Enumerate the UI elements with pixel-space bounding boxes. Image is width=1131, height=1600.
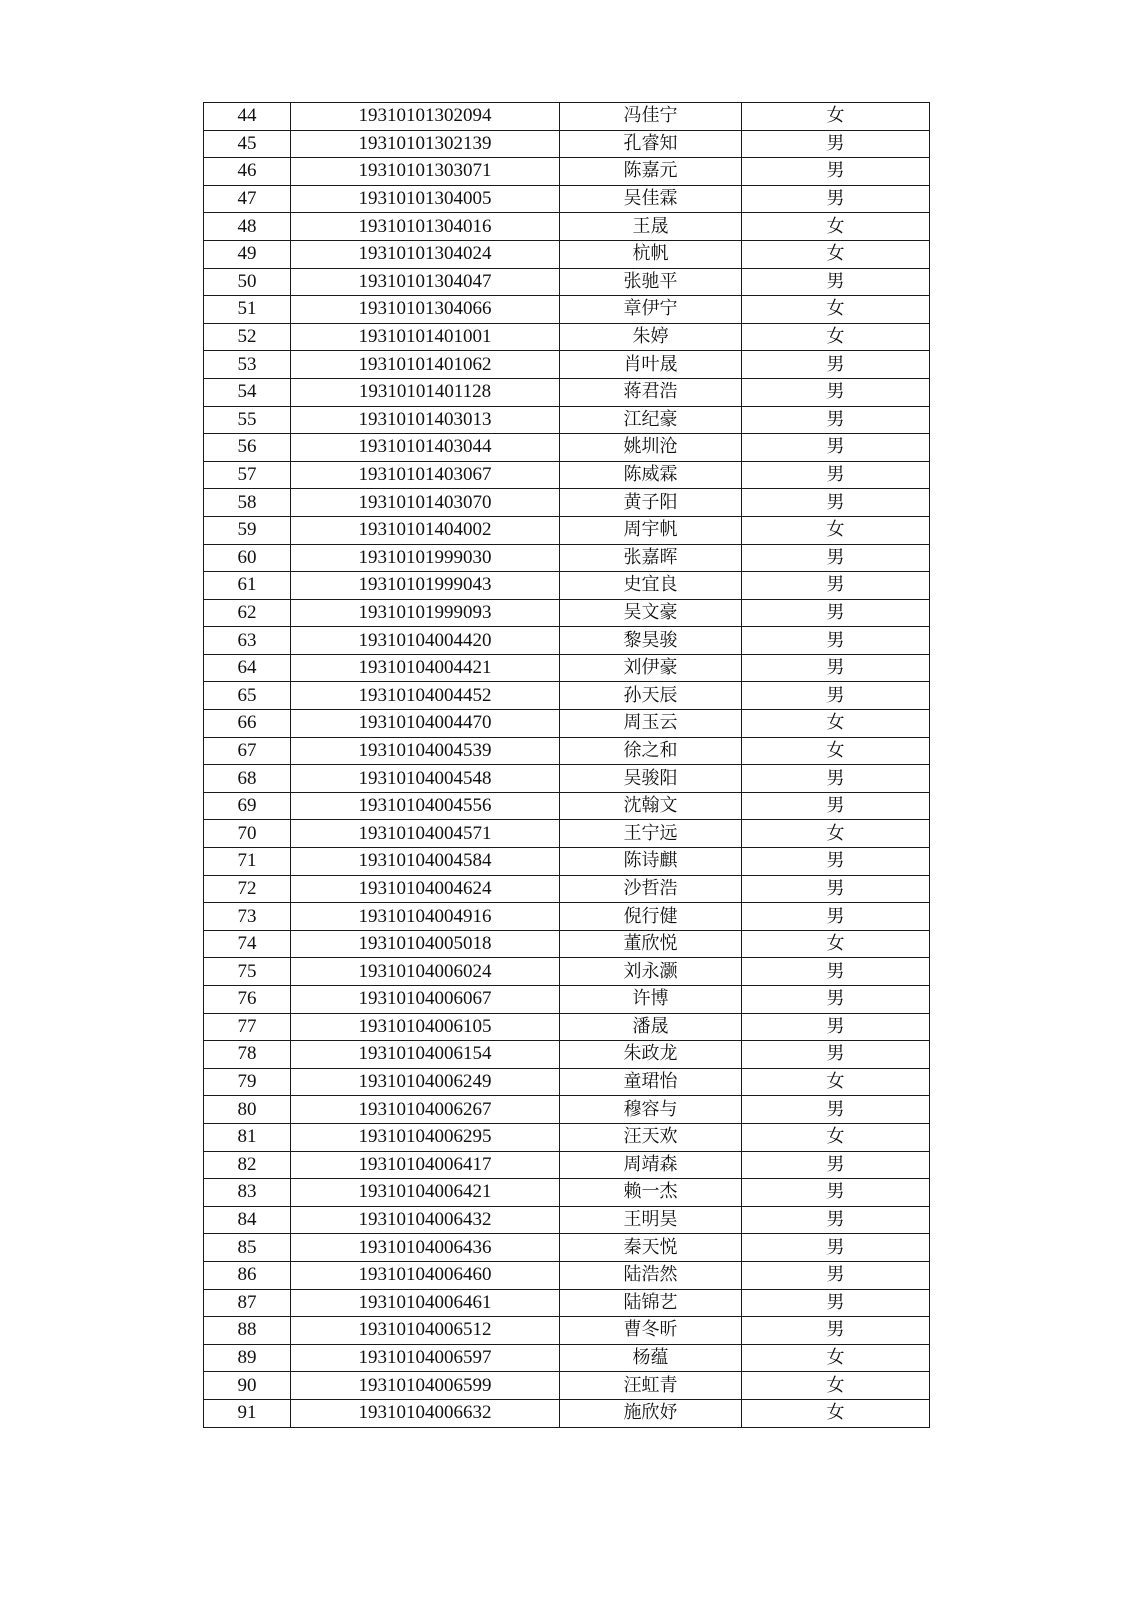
student-id-cell: 19310104006024 <box>291 958 560 986</box>
student-name-cell: 姚圳沧 <box>560 434 742 462</box>
gender-cell: 女 <box>742 103 930 131</box>
student-name-cell: 徐之和 <box>560 737 742 765</box>
student-id-cell: 19310101404002 <box>291 516 560 544</box>
gender-cell: 男 <box>742 1234 930 1262</box>
gender-cell: 男 <box>742 654 930 682</box>
student-id-cell: 19310104006460 <box>291 1261 560 1289</box>
student-name-cell: 王晟 <box>560 213 742 241</box>
student-id-cell: 19310104006599 <box>291 1372 560 1400</box>
student-name-cell: 汪虹青 <box>560 1372 742 1400</box>
table-row <box>204 323 930 351</box>
student-id-cell: 19310104004420 <box>291 627 560 655</box>
gender-cell: 女 <box>742 1068 930 1096</box>
student-name-cell: 蒋君浩 <box>560 378 742 406</box>
student-name-cell: 杭帆 <box>560 240 742 268</box>
gender-cell: 男 <box>742 1096 930 1124</box>
table-row <box>204 1041 930 1069</box>
student-id-cell: 19310101302094 <box>291 103 560 131</box>
student-id-cell: 19310101401001 <box>291 323 560 351</box>
table-row <box>204 627 930 655</box>
table-row <box>204 1289 930 1317</box>
gender-cell: 男 <box>742 351 930 379</box>
student-id-cell: 19310104006421 <box>291 1179 560 1207</box>
table-row <box>204 1123 930 1151</box>
table-row <box>204 1399 930 1427</box>
gender-cell: 男 <box>742 599 930 627</box>
student-id-cell: 19310101401128 <box>291 378 560 406</box>
student-name-cell: 秦天悦 <box>560 1234 742 1262</box>
student-name-cell: 许博 <box>560 986 742 1014</box>
table-row <box>204 1317 930 1345</box>
table-row <box>204 1344 930 1372</box>
student-id-cell: 19310101304024 <box>291 240 560 268</box>
row-number-cell: 47 <box>204 185 291 213</box>
gender-cell: 女 <box>742 710 930 738</box>
gender-cell: 男 <box>742 958 930 986</box>
row-number-cell: 51 <box>204 296 291 324</box>
table-row <box>204 986 930 1014</box>
gender-cell: 女 <box>742 213 930 241</box>
row-number-cell: 62 <box>204 599 291 627</box>
student-name-cell: 冯佳宁 <box>560 103 742 131</box>
student-name-cell: 沈翰文 <box>560 792 742 820</box>
row-number-cell: 44 <box>204 103 291 131</box>
gender-cell: 女 <box>742 1399 930 1427</box>
student-name-cell: 周靖森 <box>560 1151 742 1179</box>
gender-cell: 男 <box>742 1289 930 1317</box>
gender-cell: 女 <box>742 1372 930 1400</box>
gender-cell: 男 <box>742 434 930 462</box>
student-name-cell: 吴佳霖 <box>560 185 742 213</box>
row-number-cell: 88 <box>204 1317 291 1345</box>
gender-cell: 男 <box>742 1317 930 1345</box>
gender-cell: 男 <box>742 461 930 489</box>
gender-cell: 男 <box>742 158 930 186</box>
table-row <box>204 516 930 544</box>
student-name-cell: 施欣妤 <box>560 1399 742 1427</box>
row-number-cell: 46 <box>204 158 291 186</box>
table-row <box>204 710 930 738</box>
gender-cell: 男 <box>742 903 930 931</box>
row-number-cell: 91 <box>204 1399 291 1427</box>
student-name-cell: 肖叶晟 <box>560 351 742 379</box>
student-id-cell: 19310104006249 <box>291 1068 560 1096</box>
row-number-cell: 54 <box>204 378 291 406</box>
table-row <box>204 1261 930 1289</box>
student-name-cell: 陆锦艺 <box>560 1289 742 1317</box>
student-id-cell: 19310104004571 <box>291 820 560 848</box>
student-name-cell: 黎昊骏 <box>560 627 742 655</box>
student-id-cell: 19310104004539 <box>291 737 560 765</box>
student-name-cell: 陈威霖 <box>560 461 742 489</box>
row-number-cell: 86 <box>204 1261 291 1289</box>
table-row <box>204 1206 930 1234</box>
student-id-cell: 19310101403013 <box>291 406 560 434</box>
gender-cell: 女 <box>742 296 930 324</box>
row-number-cell: 77 <box>204 1013 291 1041</box>
table-row <box>204 572 930 600</box>
row-number-cell: 89 <box>204 1344 291 1372</box>
table-row <box>204 378 930 406</box>
student-id-cell: 19310104004421 <box>291 654 560 682</box>
student-name-cell: 倪行健 <box>560 903 742 931</box>
table-row <box>204 737 930 765</box>
table-row <box>204 958 930 986</box>
gender-cell: 男 <box>742 1013 930 1041</box>
gender-cell: 男 <box>742 378 930 406</box>
table-row <box>204 1372 930 1400</box>
student-name-cell: 杨蕴 <box>560 1344 742 1372</box>
student-id-cell: 19310101401062 <box>291 351 560 379</box>
student-name-cell: 孔睿知 <box>560 130 742 158</box>
student-id-cell: 19310104004556 <box>291 792 560 820</box>
row-number-cell: 48 <box>204 213 291 241</box>
table-row <box>204 268 930 296</box>
student-name-cell: 陆浩然 <box>560 1261 742 1289</box>
row-number-cell: 82 <box>204 1151 291 1179</box>
row-number-cell: 80 <box>204 1096 291 1124</box>
gender-cell: 男 <box>742 792 930 820</box>
student-name-cell: 董欣悦 <box>560 930 742 958</box>
student-id-cell: 19310101403070 <box>291 489 560 517</box>
student-id-cell: 19310104006461 <box>291 1289 560 1317</box>
student-id-cell: 19310104006067 <box>291 986 560 1014</box>
student-id-cell: 19310104005018 <box>291 930 560 958</box>
student-name-cell: 沙哲浩 <box>560 875 742 903</box>
row-number-cell: 57 <box>204 461 291 489</box>
gender-cell: 女 <box>742 1344 930 1372</box>
student-name-cell: 史宜良 <box>560 572 742 600</box>
table-row <box>204 848 930 876</box>
student-name-cell: 吴骏阳 <box>560 765 742 793</box>
row-number-cell: 58 <box>204 489 291 517</box>
roster-table-body <box>204 103 930 1428</box>
table-row <box>204 1179 930 1207</box>
row-number-cell: 90 <box>204 1372 291 1400</box>
student-id-cell: 19310104006417 <box>291 1151 560 1179</box>
student-name-cell: 王明昊 <box>560 1206 742 1234</box>
row-number-cell: 76 <box>204 986 291 1014</box>
student-id-cell: 19310104004624 <box>291 875 560 903</box>
student-name-cell: 陈嘉元 <box>560 158 742 186</box>
student-name-cell: 曹冬昕 <box>560 1317 742 1345</box>
row-number-cell: 71 <box>204 848 291 876</box>
table-row <box>204 1013 930 1041</box>
row-number-cell: 45 <box>204 130 291 158</box>
student-name-cell: 赖一杰 <box>560 1179 742 1207</box>
row-number-cell: 49 <box>204 240 291 268</box>
table-row <box>204 213 930 241</box>
row-number-cell: 72 <box>204 875 291 903</box>
student-id-cell: 19310104004584 <box>291 848 560 876</box>
student-id-cell: 19310101303071 <box>291 158 560 186</box>
gender-cell: 男 <box>742 875 930 903</box>
table-row <box>204 930 930 958</box>
gender-cell: 女 <box>742 516 930 544</box>
student-id-cell: 19310101403067 <box>291 461 560 489</box>
student-id-cell: 19310104006267 <box>291 1096 560 1124</box>
student-id-cell: 19310104004452 <box>291 682 560 710</box>
gender-cell: 男 <box>742 268 930 296</box>
row-number-cell: 69 <box>204 792 291 820</box>
student-name-cell: 朱婷 <box>560 323 742 351</box>
gender-cell: 男 <box>742 682 930 710</box>
table-row <box>204 1234 930 1262</box>
student-name-cell: 刘永灏 <box>560 958 742 986</box>
table-row <box>204 820 930 848</box>
row-number-cell: 87 <box>204 1289 291 1317</box>
gender-cell: 男 <box>742 986 930 1014</box>
table-row <box>204 351 930 379</box>
student-name-cell: 张驰平 <box>560 268 742 296</box>
gender-cell: 男 <box>742 627 930 655</box>
student-name-cell: 陈诗麒 <box>560 848 742 876</box>
table-row <box>204 875 930 903</box>
table-row <box>204 544 930 572</box>
table-row <box>204 489 930 517</box>
table-row <box>204 1151 930 1179</box>
gender-cell: 女 <box>742 1123 930 1151</box>
student-id-cell: 19310104006432 <box>291 1206 560 1234</box>
row-number-cell: 61 <box>204 572 291 600</box>
student-id-cell: 19310104004548 <box>291 765 560 793</box>
student-id-cell: 19310104004470 <box>291 710 560 738</box>
gender-cell: 女 <box>742 820 930 848</box>
row-number-cell: 60 <box>204 544 291 572</box>
table-row <box>204 158 930 186</box>
gender-cell: 女 <box>742 930 930 958</box>
table-row <box>204 434 930 462</box>
student-name-cell: 周宇帆 <box>560 516 742 544</box>
student-name-cell: 刘伊豪 <box>560 654 742 682</box>
table-row <box>204 103 930 131</box>
table-row <box>204 903 930 931</box>
row-number-cell: 55 <box>204 406 291 434</box>
student-name-cell: 张嘉晖 <box>560 544 742 572</box>
student-id-cell: 19310101304066 <box>291 296 560 324</box>
row-number-cell: 79 <box>204 1068 291 1096</box>
gender-cell: 男 <box>742 765 930 793</box>
table-row <box>204 599 930 627</box>
gender-cell: 男 <box>742 185 930 213</box>
row-number-cell: 65 <box>204 682 291 710</box>
student-id-cell: 19310104006295 <box>291 1123 560 1151</box>
row-number-cell: 78 <box>204 1041 291 1069</box>
row-number-cell: 75 <box>204 958 291 986</box>
table-row <box>204 654 930 682</box>
table-row <box>204 461 930 489</box>
table-row <box>204 1096 930 1124</box>
table-row <box>204 240 930 268</box>
row-number-cell: 67 <box>204 737 291 765</box>
row-number-cell: 64 <box>204 654 291 682</box>
student-id-cell: 19310101999093 <box>291 599 560 627</box>
student-roster-table <box>203 102 930 1428</box>
row-number-cell: 59 <box>204 516 291 544</box>
student-id-cell: 19310101304005 <box>291 185 560 213</box>
row-number-cell: 84 <box>204 1206 291 1234</box>
student-name-cell: 周玉云 <box>560 710 742 738</box>
table-row <box>204 765 930 793</box>
gender-cell: 男 <box>742 1261 930 1289</box>
table-row <box>204 406 930 434</box>
student-id-cell: 19310104004916 <box>291 903 560 931</box>
row-number-cell: 52 <box>204 323 291 351</box>
student-id-cell: 19310101304016 <box>291 213 560 241</box>
student-id-cell: 19310104006512 <box>291 1317 560 1345</box>
gender-cell: 男 <box>742 130 930 158</box>
student-name-cell: 吴文豪 <box>560 599 742 627</box>
student-id-cell: 19310104006154 <box>291 1041 560 1069</box>
row-number-cell: 70 <box>204 820 291 848</box>
row-number-cell: 56 <box>204 434 291 462</box>
student-name-cell: 王宁远 <box>560 820 742 848</box>
student-id-cell: 19310104006105 <box>291 1013 560 1041</box>
student-name-cell: 江纪豪 <box>560 406 742 434</box>
student-name-cell: 章伊宁 <box>560 296 742 324</box>
row-number-cell: 74 <box>204 930 291 958</box>
student-id-cell: 19310104006436 <box>291 1234 560 1262</box>
gender-cell: 男 <box>742 489 930 517</box>
gender-cell: 男 <box>742 1041 930 1069</box>
gender-cell: 男 <box>742 1179 930 1207</box>
student-name-cell: 潘晟 <box>560 1013 742 1041</box>
gender-cell: 男 <box>742 544 930 572</box>
table-row <box>204 185 930 213</box>
gender-cell: 男 <box>742 572 930 600</box>
row-number-cell: 85 <box>204 1234 291 1262</box>
student-id-cell: 19310104006632 <box>291 1399 560 1427</box>
student-id-cell: 19310104006597 <box>291 1344 560 1372</box>
student-id-cell: 19310101403044 <box>291 434 560 462</box>
student-id-cell: 19310101999043 <box>291 572 560 600</box>
student-name-cell: 孙天辰 <box>560 682 742 710</box>
gender-cell: 男 <box>742 1151 930 1179</box>
row-number-cell: 73 <box>204 903 291 931</box>
student-name-cell: 汪天欢 <box>560 1123 742 1151</box>
gender-cell: 男 <box>742 848 930 876</box>
row-number-cell: 50 <box>204 268 291 296</box>
row-number-cell: 63 <box>204 627 291 655</box>
gender-cell: 女 <box>742 737 930 765</box>
gender-cell: 男 <box>742 1206 930 1234</box>
row-number-cell: 53 <box>204 351 291 379</box>
row-number-cell: 66 <box>204 710 291 738</box>
table-row <box>204 296 930 324</box>
row-number-cell: 68 <box>204 765 291 793</box>
row-number-cell: 83 <box>204 1179 291 1207</box>
table-row <box>204 792 930 820</box>
row-number-cell: 81 <box>204 1123 291 1151</box>
student-id-cell: 19310101302139 <box>291 130 560 158</box>
student-id-cell: 19310101304047 <box>291 268 560 296</box>
student-id-cell: 19310101999030 <box>291 544 560 572</box>
gender-cell: 男 <box>742 406 930 434</box>
student-name-cell: 童珺怡 <box>560 1068 742 1096</box>
table-row <box>204 682 930 710</box>
student-name-cell: 朱政龙 <box>560 1041 742 1069</box>
gender-cell: 女 <box>742 323 930 351</box>
gender-cell: 女 <box>742 240 930 268</box>
student-name-cell: 黄子阳 <box>560 489 742 517</box>
table-row <box>204 1068 930 1096</box>
table-row <box>204 130 930 158</box>
student-name-cell: 穆容与 <box>560 1096 742 1124</box>
